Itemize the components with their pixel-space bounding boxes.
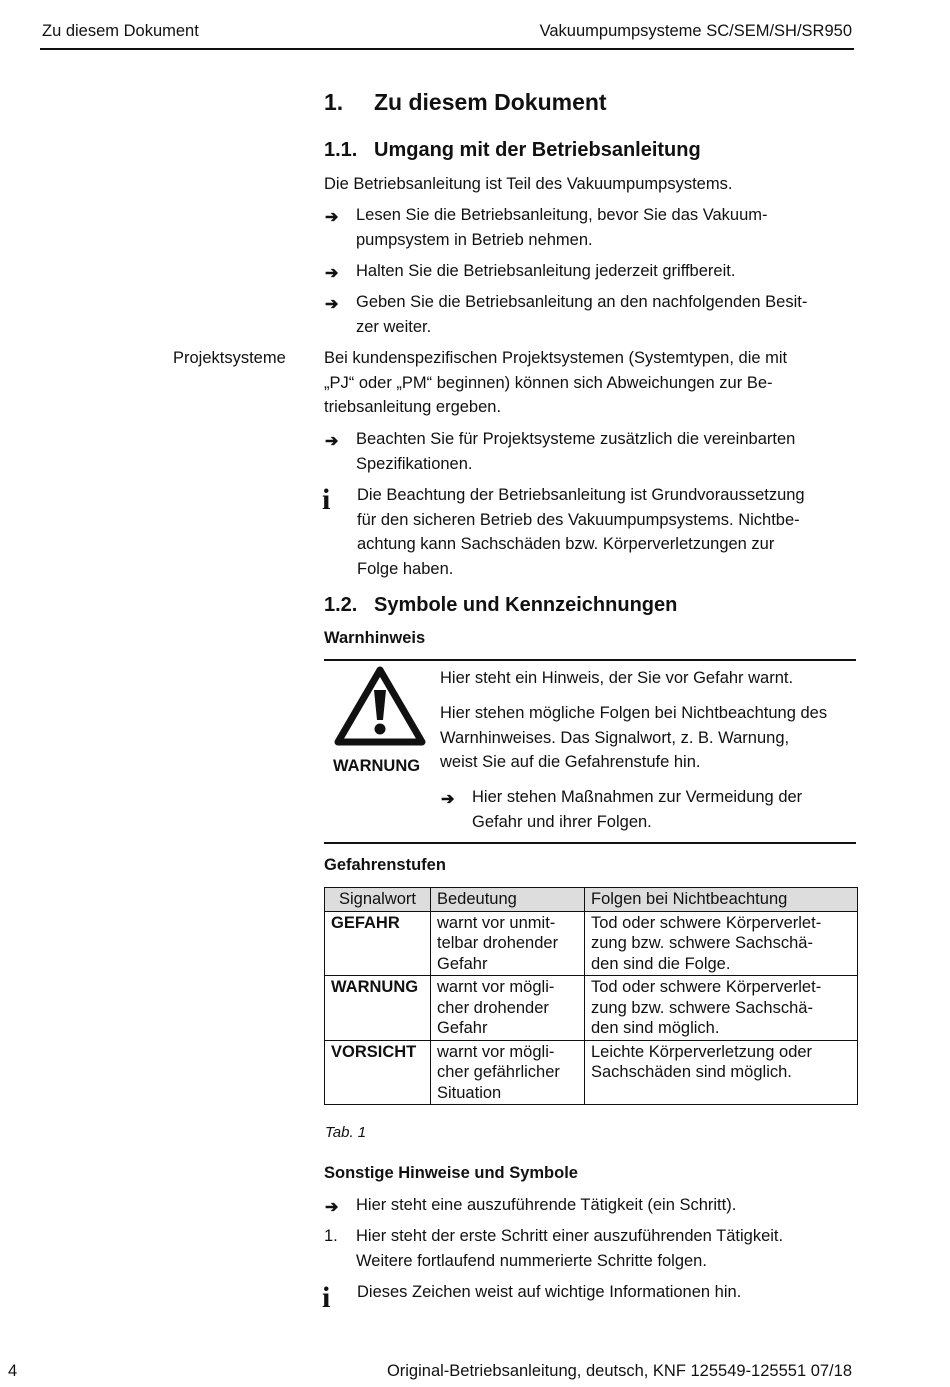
warn-text: Hier stehen mögliche Folgen bei Nichtbeachtung des Warnhinweises. Das Signalwort, z. B. Warnung, weist Sie auf die Gefahrenstufe hin. xyxy=(440,704,828,771)
footer-text: Original-Betriebsanleitung, deutsch, KNF 125549-125551 07/18 xyxy=(386,1362,852,1380)
arrow-right-icon: ➔ xyxy=(325,296,339,313)
meaning-cell: warnt vor mögli- cher gefährlicher Situation xyxy=(431,1040,585,1105)
table-row xyxy=(325,1040,858,1105)
header-left: Zu diesem Dokument xyxy=(42,22,199,40)
project-text: Bei kundenspezifischen Projektsystemen (Systemtypen, die mit „PJ“ oder „PM“ beginnen) können sich Abweichungen zur Be- triebsanleitung ergeben. xyxy=(324,349,788,416)
info-text: Die Beachtung der Betriebsanleitung ist Grundvoraussetzung für den sicheren Betrieb des Vakuumpumpsystems. Nichtbe- achtung kann Sachschäden bzw. Körperverletzungen zur Folge haben. xyxy=(357,486,805,578)
section-1-1-heading xyxy=(324,139,701,162)
section-title: Zu diesem Dokument xyxy=(374,89,607,115)
consequence-cell: Tod oder schwere Körperverlet- zung bzw. schwere Sachschä- den sind die Folge. xyxy=(585,911,858,976)
section-number: 1. xyxy=(324,89,344,115)
numbered-step-text: Hier steht der erste Schritt einer auszuführenden Tätigkeit. Weitere fortlaufend nummerierte Schritte folgen. xyxy=(356,1227,784,1270)
hazard-levels-table xyxy=(324,887,858,1105)
meaning-cell: warnt vor unmit- telbar drohender Gefahr xyxy=(431,911,585,976)
signal-word-cell: VORSICHT xyxy=(325,1040,431,1105)
other-heading: Sonstige Hinweise und Symbole xyxy=(324,1164,578,1182)
section-number: 1.2. xyxy=(324,594,358,616)
info-icon: i xyxy=(322,1281,331,1314)
consequence-cell: Leichte Körperverletzung oder Sachschäden sind möglich. xyxy=(585,1040,858,1105)
warn-signal-word: WARNUNG xyxy=(333,757,421,775)
column-header: Folgen bei Nichtbeachtung xyxy=(585,888,858,912)
column-header: Signalwort xyxy=(325,888,431,912)
arrow-right-icon: ➔ xyxy=(325,1199,339,1216)
step-text: Halten Sie die Betriebsanleitung jederzeit griffbereit. xyxy=(356,262,736,280)
step-text: Beachten Sie für Projektsysteme zusätzlich die vereinbarten Spezifikationen. xyxy=(356,430,796,473)
signal-word-cell: WARNUNG xyxy=(325,976,431,1041)
warn-heading: Warnhinweis xyxy=(324,629,426,647)
column-header: Bedeutung xyxy=(431,888,585,912)
signal-word-cell: GEFAHR xyxy=(325,911,431,976)
meaning-cell: warnt vor mögli- cher drohender Gefahr xyxy=(431,976,585,1041)
warn-top-rule xyxy=(324,659,856,661)
table-row xyxy=(325,911,858,976)
levels-heading: Gefahrenstufen xyxy=(324,856,446,874)
section-1-2-heading xyxy=(324,594,677,617)
step-text: Geben Sie die Betriebsanleitung an den nachfolgenden Besit- zer weiter. xyxy=(356,293,808,336)
warn-line: Hier steht ein Hinweis, der Sie vor Gefahr warnt. xyxy=(440,669,794,687)
table-row xyxy=(325,976,858,1041)
step-text: Hier steht eine auszuführende Tätigkeit (ein Schritt). xyxy=(356,1196,737,1214)
table-caption: Tab. 1 xyxy=(325,1124,367,1141)
page-number: 4 xyxy=(8,1362,18,1380)
step-number: 1. xyxy=(324,1227,338,1245)
arrow-right-icon: ➔ xyxy=(325,265,339,282)
warn-step: Hier stehen Maßnahmen zur Vermeidung der Gefahr und ihrer Folgen. xyxy=(472,788,803,831)
table-header-row xyxy=(325,888,858,912)
section-title: Symbole und Kennzeichnungen xyxy=(374,594,678,616)
info-text: Dieses Zeichen weist auf wichtige Informationen hin. xyxy=(357,1283,742,1301)
step-text: Lesen Sie die Betriebsanleitung, bevor Sie das Vakuum- pumpsystem in Betrieb nehmen. xyxy=(356,206,768,249)
warning-triangle-icon xyxy=(334,666,426,746)
intro-text: Die Betriebsanleitung ist Teil des Vakuumpumpsystems. xyxy=(324,175,733,193)
header-right: Vakuumpumpsysteme SC/SEM/SH/SR950 xyxy=(539,22,852,40)
side-label: Projektsysteme xyxy=(173,349,286,367)
arrow-right-icon: ➔ xyxy=(441,791,455,808)
arrow-right-icon: ➔ xyxy=(325,209,339,226)
section-1-heading xyxy=(324,89,607,116)
arrow-right-icon: ➔ xyxy=(325,433,339,450)
section-number: 1.1. xyxy=(324,139,358,161)
warn-bottom-rule xyxy=(324,842,856,844)
header-rule xyxy=(40,48,854,50)
info-icon: i xyxy=(322,483,331,516)
consequence-cell: Tod oder schwere Körperverlet- zung bzw. schwere Sachschä- den sind möglich. xyxy=(585,976,858,1041)
section-title: Umgang mit der Betriebsanleitung xyxy=(374,139,701,161)
